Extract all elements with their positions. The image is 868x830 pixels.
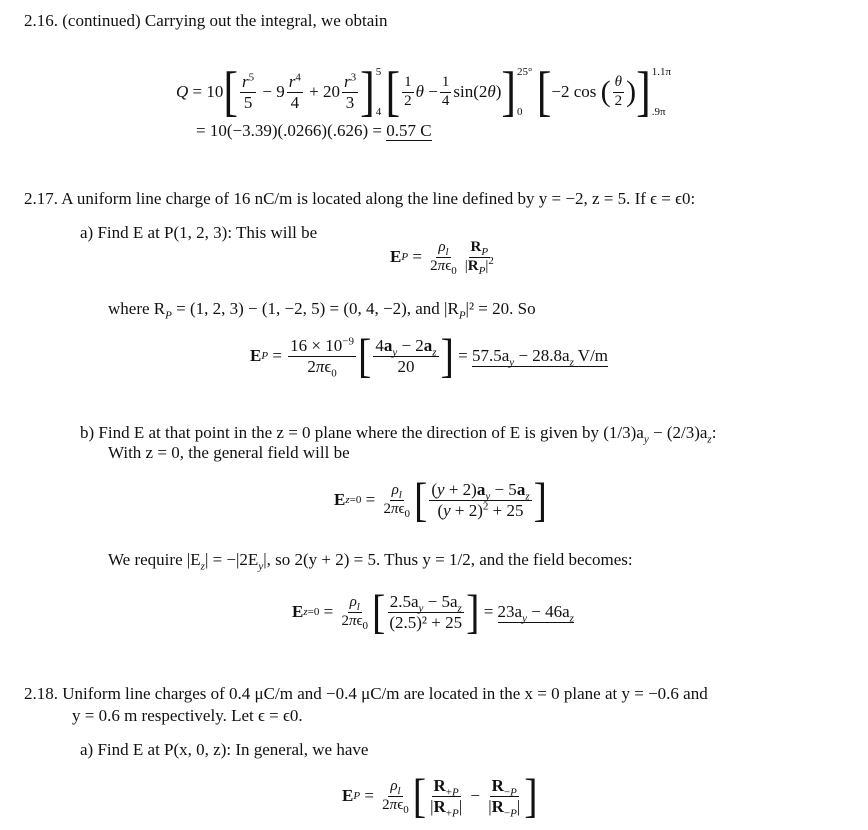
limits-theta: 25° 0 [517, 66, 533, 118]
problem-2-18-heading: 2.18. Uniform line charges of 0.4 μC/m and −0.4 μC/m are located in the x = 0 plane at y = −0.6 and [24, 684, 708, 703]
limits-phi: 1.1π .9π [651, 66, 672, 118]
equation-ez0-general: E z=0 = $\frac{\rho_l}{2\pi\epsilon_0}$ [ $\frac{(y + 2)a_y - 5a_z}{(y + 2)^2 + 25}$ ] [334, 472, 547, 527]
problem-2-18-heading-2: y = 0.6 m respectively. Let ϵ = ϵ0. [72, 706, 303, 725]
result-line-2-16: = 10(−3.39)(.0266)(.626) = 0.57 C [196, 121, 432, 140]
part-a-text: a) Find E at P(1, 2, 3): This will be [80, 223, 318, 242]
equation-ep-numeric: E P = $\frac{16 \times 10^{-9}}{2\pi\epsilon_0}$ [ $\frac{4a_y - 2a_z}{20}$ ] = $57.5a_y - 28.8a_z$ V/m [250, 328, 609, 383]
require-line: We require $|E_z| = -|2E_y|$, so 2(y + 2) = 5. Thus y = 1/2, and the field becomes: [108, 550, 633, 573]
where-line: where $R_P = (1$, 2, 3) − (1, −2, 5) = (0, 4, −2), and $|R_P|^2 = 20$. So [108, 299, 536, 322]
left-bracket: [ [223, 60, 239, 122]
right-bracket: ] [360, 60, 375, 122]
equation-ep-two-charges: E P = $\frac{\rho_l}{2\pi\epsilon_0}$ [ $\frac{R_{+P}}{|R_{+P}|}$ − $\frac{R_{-P}}{|R_{-P}|}$ ] [342, 768, 538, 823]
answer-2-17a: $57.5a_y - 28.8a_z$ V/m [472, 345, 609, 368]
answer-2-17b: $23a_y - 46a_z$ [497, 601, 574, 624]
problem-2-16-heading: 2.16. (continued) Carrying out the integral, we obtain [24, 11, 388, 30]
equation-ep-general: E P = $\frac{\rho_l}{2\pi\epsilon_0}$ $\frac{R_P}{|R_P|^2}$ [390, 239, 494, 277]
problem-2-17-heading: 2.17. A uniform line charge of 16 nC/m is located along the line defined by y = −2, z = 5. If ϵ = ϵ0: [24, 189, 696, 208]
part-a-text-2-18: a) Find E at P(x, 0, z): In general, we have [80, 740, 369, 759]
part-b-text: b) Find E at that point in the z = 0 plane where the direction of E is given by $(1/3)a_y - (2/3)a_z$: [80, 423, 717, 446]
limits-r: 5 4 [375, 66, 382, 118]
part-b-text-2: With z = 0, the general field will be [108, 443, 350, 462]
coefficient-10: 10 [206, 82, 224, 101]
answer-2-16: 0.57 C [386, 121, 432, 140]
q-symbol: Q [176, 82, 189, 101]
equation-ez0-numeric: E z=0 = $\frac{\rho_l}{2\pi\epsilon_0}$ [ $\frac{2.5a_y - 5a_z}{\text{(2.5)² + 25}}$ ] = $23a_y - 46a_z$ [292, 584, 574, 639]
equation-q-integral: Q = 10 [ $\frac{r^5}{5}$ − 9 $\frac{r^4}{4}$ + 20 $\frac{r^3}{3}$ ] 5 4 [ $\frac{1}{2}$ θ − $\frac{1}{4}$ sin(2 θ ) ] 25° 0 [ −2 cos ( $\frac{\theta}{2}$ ) ] 1.1π .9π [176, 60, 672, 122]
